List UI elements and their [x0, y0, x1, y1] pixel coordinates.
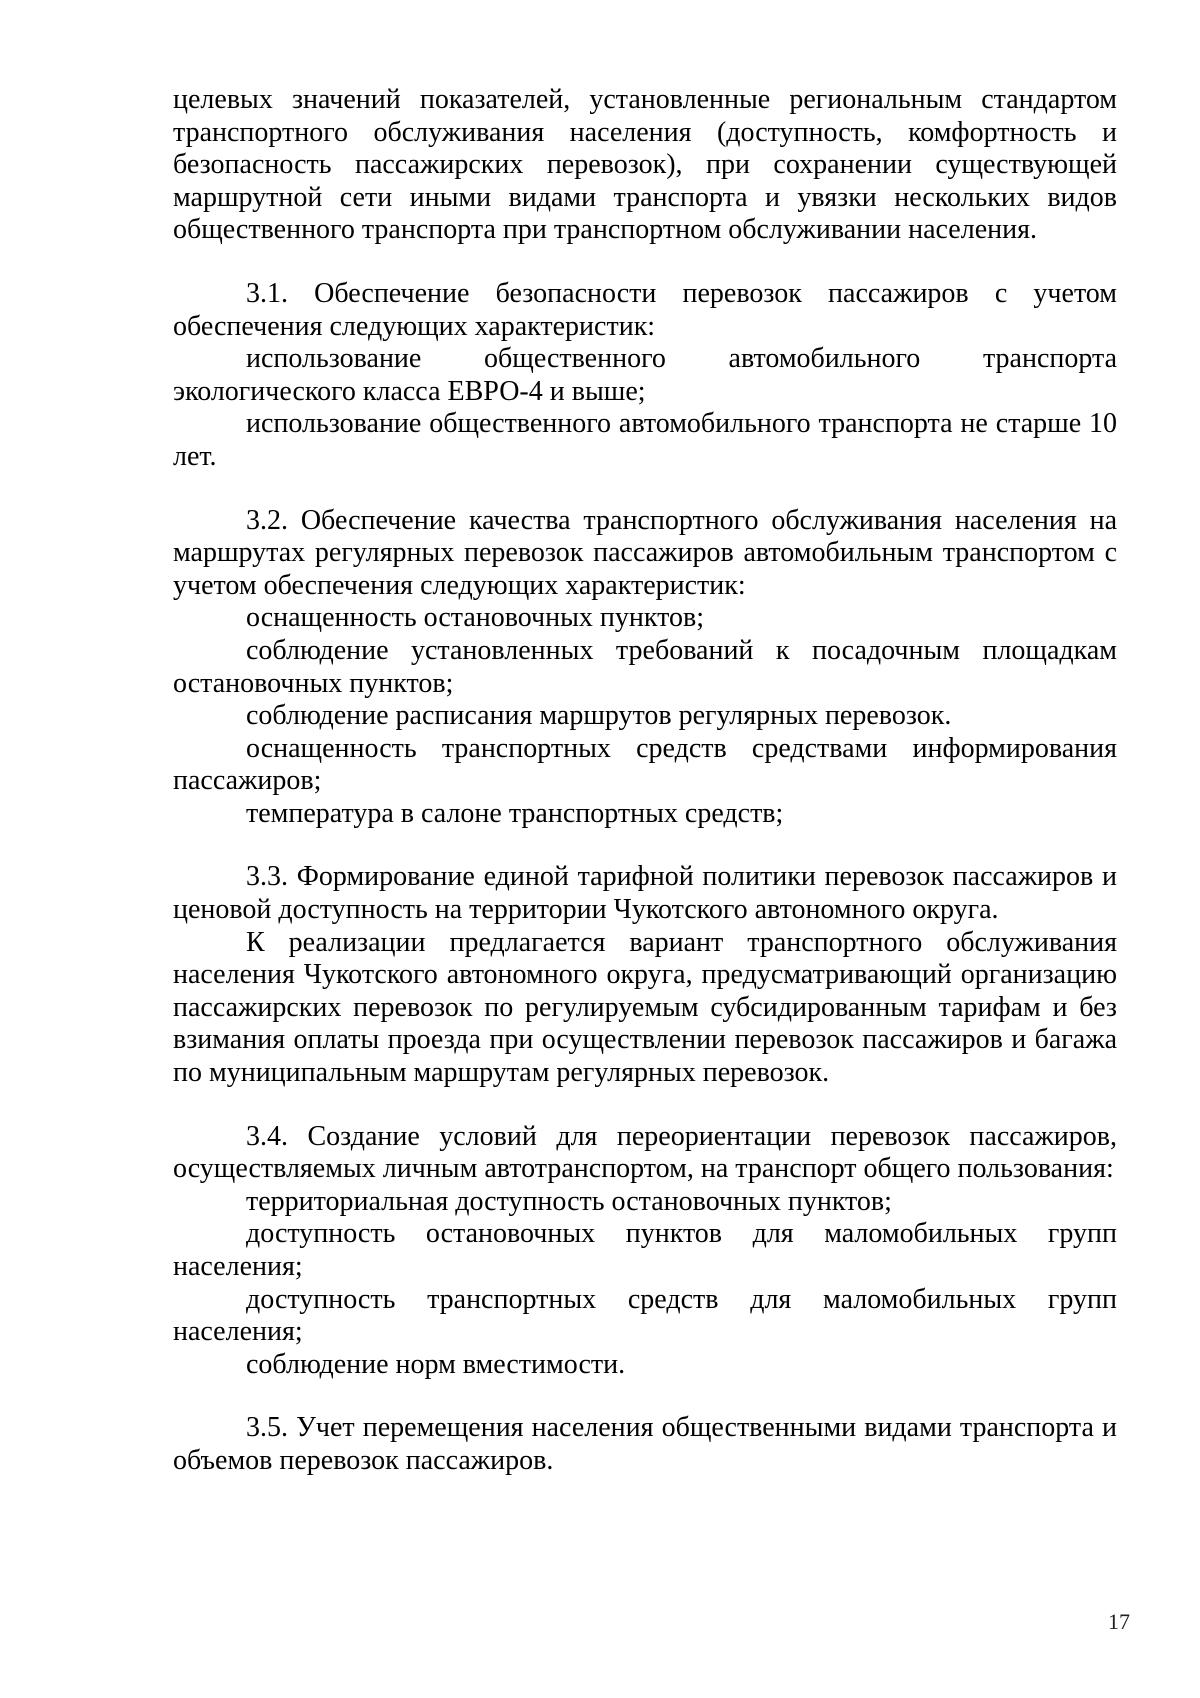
paragraph-intro-continued: целевых значений показателей, установленные региональным стандартом транспортного обслуживания населения (доступность, комфортность и безопасность пассажирских перевозок), при сохранении существующей маршрутной сети иными видами транспорта и увязки нескольких видов общественного транспорта при транспортном обслуживании населения. [173, 84, 1117, 246]
list-item-age-limit: использование общественного автомобильного транспорта не старше 10 лет. [173, 408, 1117, 472]
list-item-passenger-info: оснащенность транспортных средств средствами информирования пассажиров; [173, 732, 1117, 797]
list-item-schedule: соблюдение расписания маршрутов регулярных перевозок. [246, 700, 952, 732]
paragraph-3-4: 3.4. Создание условий для переориентации перевозок пассажиров, осуществляемых личным автотранспортом, на транспорт общего пользования: [173, 1120, 1117, 1185]
list-item-capacity: соблюдение норм вместимости. [246, 1348, 626, 1380]
list-item-euro-4: использование общественного автомобильного транспорта экологического класса ЕВРО-4 и выше; [173, 343, 1117, 407]
list-item-stop-accessibility: доступность остановочных пунктов для маломобильных групп населения; [173, 1218, 1117, 1282]
list-item-territorial-access: территориальная доступность остановочных пунктов; [246, 1185, 892, 1217]
paragraph-3-1: 3.1. Обеспечение безопасности перевозок пассажиров с учетом обеспечения следующих характеристик: [173, 277, 1117, 342]
paragraph-3-5: 3.5. Учет перемещения населения общественными видами транспорта и объемов перевозок пассажиров. [173, 1412, 1117, 1476]
document-body [173, 84, 1117, 1478]
list-item-stop-equipment: оснащенность остановочных пунктов; [246, 602, 704, 634]
list-item-vehicle-accessibility: доступность транспортных средств для маломобильных групп населения; [173, 1283, 1117, 1348]
paragraph-3-2: 3.2. Обеспечение качества транспортного обслуживания населения на маршрутах регулярных перевозок пассажиров автомобильным транспортом с учетом обеспечения следующих характеристик: [173, 504, 1117, 601]
paragraph-implementation: К реализации предлагается вариант транспортного обслуживания населения Чукотского автономного округа, предусматривающий организацию пассажирских перевозок по регулируемым субсидированным тарифам и без взимания оплаты проезда при осуществлении перевозок пассажиров и багажа по муниципальным маршрутам регулярных перевозок. [173, 926, 1117, 1089]
list-item-cabin-temperature: температура в салоне транспортных средств; [246, 797, 784, 829]
page-number: 17 [1108, 1609, 1130, 1634]
paragraph-3-3: 3.3. Формирование единой тарифной политики перевозок пассажиров и ценовой доступность на территории Чукотского автономного округа. [173, 861, 1117, 926]
list-item-platform-requirements: соблюдение установленных требований к посадочным площадкам остановочных пунктов; [173, 634, 1117, 699]
